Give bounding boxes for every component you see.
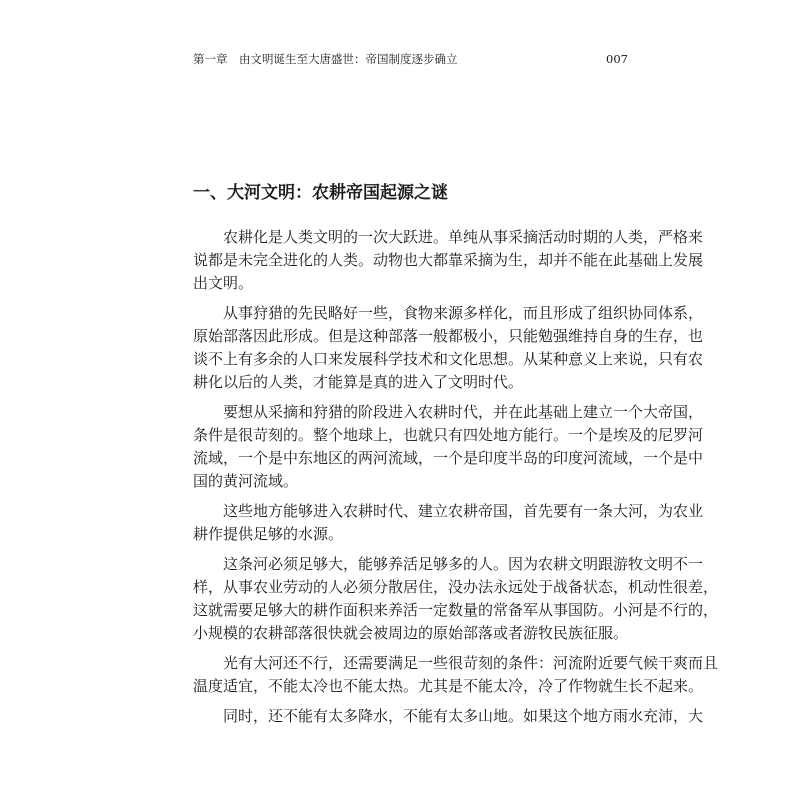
paragraph [193, 226, 704, 295]
text-line: 从事狩猎的先民略好一些，食物来源多样化，而且形成了组织协同体系， [223, 304, 704, 322]
text-line: 原始部落因此形成。但是这种部落一般都极小，只能勉强维持自身的生存，也 [193, 327, 704, 345]
text-line: 小规模的农耕部落很快就会被周边的原始部落或者游牧民族征服。 [193, 624, 629, 642]
text-line: 流域，一个是中东地区的两河流域，一个是印度半岛的印度河流域，一个是中 [193, 449, 704, 467]
paragraph [193, 401, 704, 493]
text-line: 同时，还不能有太多降水，不能有太多山地。如果这个地方雨水充沛，大 [223, 707, 704, 725]
text-line: 这条河必须足够大，能够养活足够多的人。因为农耕文明跟游牧文明不一 [223, 555, 704, 573]
paragraph [193, 553, 719, 645]
text-line: 条件是很苛刻的。整个地球上，也就只有四处地方能行。一个是埃及的尼罗河 [193, 426, 704, 444]
text-line: 说都是未完全进化的人类。动物也大都靠采摘为生，却并不能在此基础上发展 [193, 251, 704, 269]
text-line: 这些地方能够进入农耕时代、建立农耕帝国，首先要有一条大河，为农业 [223, 502, 704, 520]
chapter-title: 第一章 由文明诞生至大唐盛世：帝国制度逐步确立 [193, 52, 458, 66]
section-heading: 一、大河文明：农耕帝国起源之谜 [193, 183, 448, 203]
text-line: 要想从采摘和狩猎的阶段进入农耕时代，并在此基础上建立一个大帝国， [223, 403, 704, 421]
paragraph [193, 705, 704, 728]
text-line: 这就需要足够大的耕作面积来养活一定数量的常备军从事国防。小河是不行的， [193, 601, 719, 619]
paragraph [193, 302, 704, 394]
text-line: 样，从事农业劳动的人必须分散居住，没办法永远处于战备状态，机动性很差， [193, 578, 719, 596]
text-line: 国的黄河流域。 [193, 472, 299, 490]
text-line: 光有大河还不行，还需要满足一些很苛刻的条件：河流附近要气候干爽而且 [223, 654, 719, 672]
text-line: 谈不上有多余的人口来发展科学技术和文化思想。从某种意义上来说，只有农 [193, 350, 704, 368]
running-header [193, 50, 628, 68]
text-line: 农耕化是人类文明的一次大跃进。单纯从事采摘活动时期的人类，严格来 [223, 228, 704, 246]
paragraph [193, 500, 704, 546]
text-line: 温度适宜，不能太冷也不能太热。尤其是不能太冷，冷了作物就生长不起来。 [193, 677, 704, 695]
text-line: 耕作提供足够的水源。 [193, 525, 344, 543]
paragraph [193, 652, 719, 698]
body-text [193, 226, 719, 728]
text-line: 耕化以后的人类，才能算是真的进入了文明时代。 [193, 373, 524, 391]
page-number: 007 [606, 52, 628, 66]
text-line: 出文明。 [193, 274, 254, 292]
